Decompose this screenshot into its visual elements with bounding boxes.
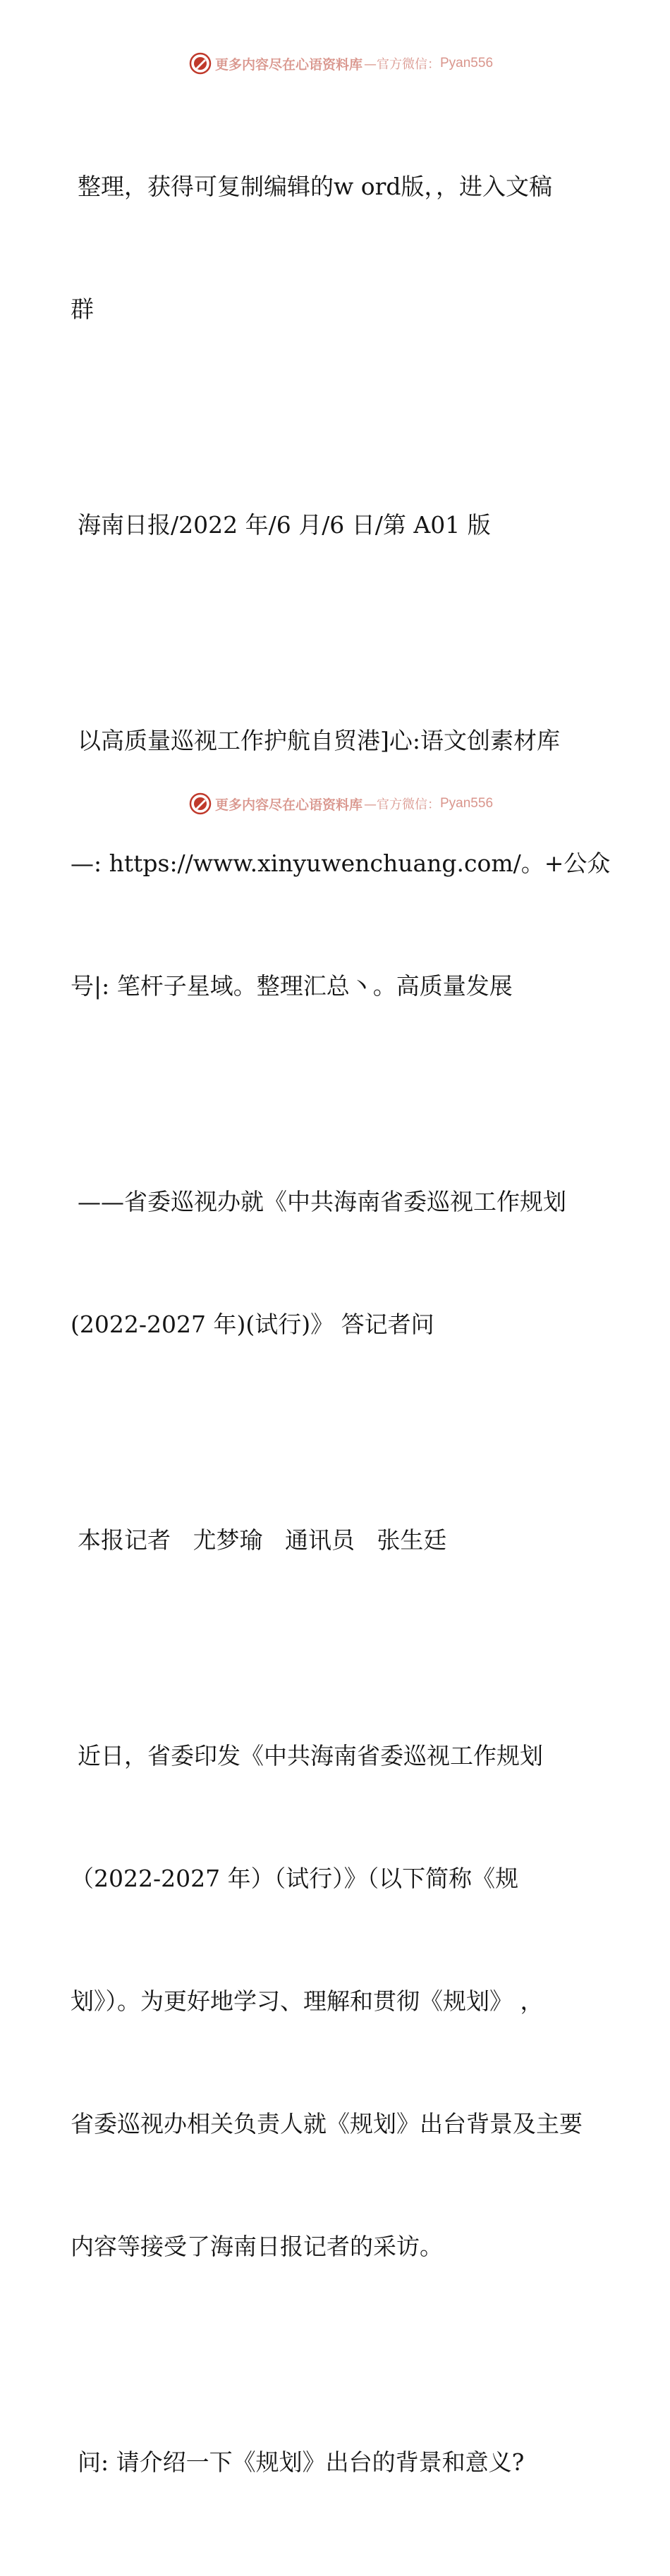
paragraph-byline — [71, 1438, 607, 1643]
text-line: 本报记者 尤梦瑜 通讯员 张生廷 — [78, 1526, 447, 1554]
text-line: 问: 请介绍一下《规划》出台的背景和意义? — [78, 2448, 525, 2476]
text-line: 以高质量巡视工作护航自贸港]心:语文创素材库 — [78, 727, 560, 754]
text-line: 海南日报/2022 年/6 月/6 日/第 A01 版 — [78, 511, 491, 539]
text-line: 省委巡视办相关负责人就《规划》出台背景及主要 — [71, 2110, 583, 2138]
paragraph-subtitle — [71, 1100, 607, 1427]
text-line: 群 — [71, 295, 94, 323]
footer-watermark — [0, 790, 670, 818]
paragraph-lead — [71, 1654, 607, 2349]
pen-logo-icon — [188, 792, 212, 816]
watermark-main-text: 更多内容尽在心语资料库 — [214, 797, 363, 813]
text-line: —: https://www.xinyuwenchuang.com/。+公众 — [71, 850, 611, 877]
watermark-wechat-id: Pyan556 — [440, 796, 494, 811]
paragraph-question — [71, 2360, 607, 2565]
watermark-official-label: —官方微信： — [364, 797, 440, 812]
text-line: 号|: 笔杆子星域。整理汇总丶。高质量发展 — [71, 972, 513, 1000]
pen-logo-icon — [188, 51, 212, 75]
paragraph-intro — [71, 85, 607, 412]
watermark-official-label: —官方微信： — [364, 57, 440, 72]
document-body — [71, 85, 611, 2576]
text-line: 近日，省委印发《中共海南省委巡视工作规划 — [78, 1742, 543, 1770]
text-line: （2022-2027 年）（试行）》（以下简称《规 — [71, 1865, 519, 1892]
header-watermark — [0, 49, 670, 78]
paragraph-headline — [71, 639, 611, 1088]
text-line: 内容等接受了海南日报记者的采访。 — [71, 2233, 443, 2260]
text-line: (2022-2027 年)(试行)》 答记者问 — [71, 1311, 434, 1338]
text-line: 划》）。为更好地学习、理解和贯彻《规划》 ， — [71, 1987, 544, 2015]
text-line: 整理，获得可复制编辑的w ord版，，进入文稿 — [78, 173, 553, 200]
watermark-wechat-id: Pyan556 — [440, 56, 494, 70]
text-line: ——省委巡视办就《中共海南省委巡视工作规划 — [78, 1188, 566, 1215]
paragraph-source — [71, 423, 607, 627]
watermark-main-text: 更多内容尽在心语资料库 — [214, 56, 363, 73]
